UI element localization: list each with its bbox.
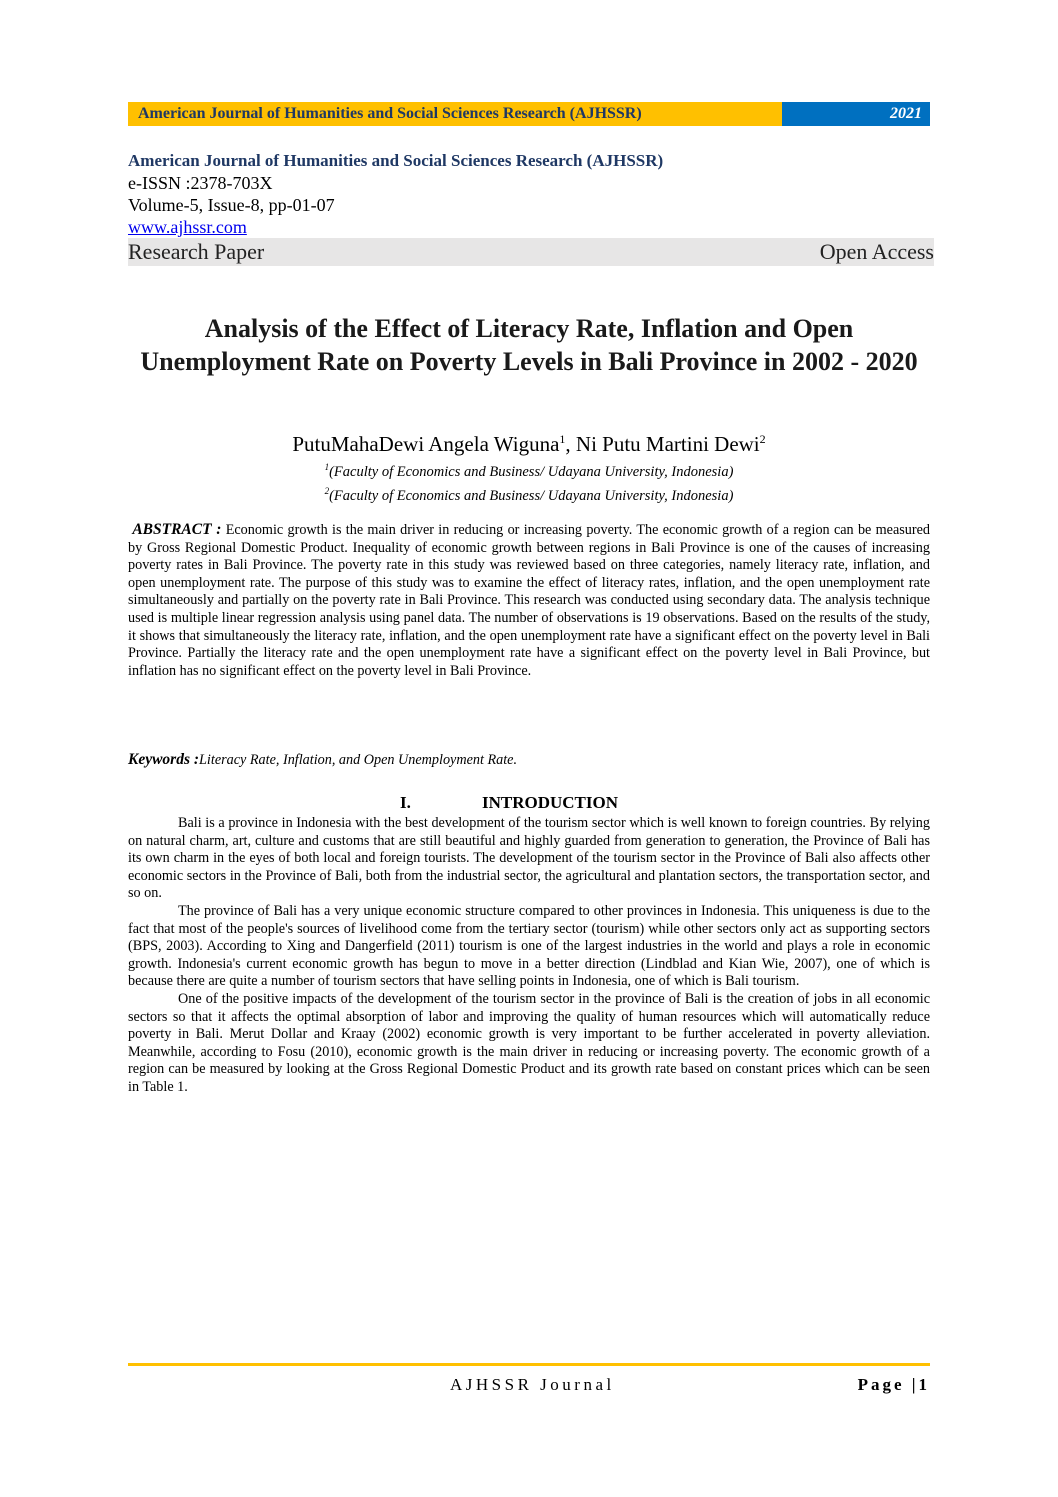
journal-issn: e-ISSN :2378-703X xyxy=(128,173,273,193)
keywords-text: Literacy Rate, Inflation, and Open Unemployment Rate. xyxy=(199,752,518,768)
journal-website-link[interactable]: www.ajhssr.com xyxy=(128,217,247,237)
paper-title: Analysis of the Effect of Literacy Rate, Inflation and Open Unemployment Rate on Poverty Levels in Bali Province in 2002 - 2020 xyxy=(140,314,918,376)
abstract-label: ABSTRACT : xyxy=(132,521,222,538)
affiliation-mark: 2 xyxy=(324,485,330,496)
section-title: INTRODUCTION xyxy=(482,793,619,812)
affiliation-line xyxy=(128,482,930,506)
paragraph: The province of Bali has a very unique economic structure compared to other provinces in Indonesia. This uniqueness is due to the fact that most of the people's sources of livelihood come from the tertiary sector (tourism) while other sectors only act as supporting sectors (BPS, 2003). According to Xing and Dangerfield (2011) tourism is one of the largest industries in the world and plays a role in economic growth. Indonesia's current economic growth has begun to move in a better direction (Lindblad and Kian Wie, 2007), one of which is because there are quite a number of tourism sectors that have selling points in Indonesia, one of which is Bali tourism. xyxy=(128,902,930,990)
paragraph: Bali is a province in Indonesia with the best development of the tourism sector which is well known to foreign countries. By relying on natural charm, art, culture and customs that are still beautiful and highly guarded from generation to generation, the Province of Bali has its own charm in the eyes of both local and foreign tourists. The development of the tourism sector in the Province of Bali also affects other economic sectors in the Province of Bali, both from the industrial sector, the agricultural and plantation sectors, the transportation sector, and so on. xyxy=(128,815,930,902)
paper-type-bar xyxy=(128,238,934,266)
affiliation-mark: 1 xyxy=(324,462,330,472)
introduction-body xyxy=(128,815,930,1097)
running-header xyxy=(128,102,930,126)
affiliation-line xyxy=(128,458,930,482)
keywords-label: Keywords : xyxy=(128,751,200,768)
footer-journal: AJHSSR Journal xyxy=(450,1375,615,1394)
journal-info xyxy=(128,150,934,266)
affiliation-text: (Faculty of Economics and Business/ Udayana University, Indonesia) xyxy=(329,487,734,504)
journal-volume: Volume-5, Issue-8, pp-01-07 xyxy=(128,195,335,215)
journal-name: American Journal of Humanities and Social Sciences Research (AJHSSR) xyxy=(128,151,664,170)
footer-rule xyxy=(128,1363,930,1366)
affiliation-text: (Faculty of Economics and Business/ Udayana University, Indonesia) xyxy=(329,463,734,480)
keywords xyxy=(128,751,930,769)
abstract xyxy=(128,521,930,680)
page-footer xyxy=(128,1373,930,1397)
author-name: Ni Putu Martini Dewi xyxy=(575,432,760,456)
running-header-year: 2021 xyxy=(782,102,930,126)
running-header-journal: American Journal of Humanities and Social Sciences Research (AJHSSR) xyxy=(128,102,782,126)
author-separator: , xyxy=(565,432,576,456)
author-affiliation-mark: 1 xyxy=(559,432,566,446)
paper-type: Research Paper xyxy=(128,239,265,264)
author-name: PutuMahaDewi Angela Wiguna xyxy=(292,432,560,456)
paragraph: One of the positive impacts of the development of the tourism sector in the province of Bali is the creation of jobs in all economic sectors so that it affects the optimal absorption of labor and improving the quality of human resources which will automatically reduce poverty in Bali. Merut Dollar and Kraay (2002) economic growth is very important to be further accelerated in poverty alleviation. Meanwhile, according to Fosu (2010), economic growth is the main driver in reducing or increasing poverty. The economic growth of a region can be measured by looking at the Gross Regional Domestic Product and its growth rate based on constant prices which can be seen in Table 1. xyxy=(128,990,930,1095)
authors xyxy=(128,426,930,457)
section-number: I. xyxy=(400,793,411,812)
footer-page-number: Page |1 xyxy=(857,1375,930,1394)
access-type: Open Access xyxy=(819,239,934,264)
abstract-text: Economic growth is the main driver in reducing or increasing poverty. The economic growth of a region can be measured by Gross Regional Domestic Product. Inequality of economic growth between regions in Bali Province is one of the causes of increasing poverty rates in Bali Province. The poverty rate in this study was reviewed based on three categories, namely literacy rate, inflation, and open unemployment rate. The purpose of this study was to examine the effect of literacy rates, inflation, and the open unemployment rate simultaneously and partially on the poverty rate in Bali Province. This research was conducted using secondary data. The analysis technique used is multiple linear regression analysis using panel data. The number of observations is 19 observations. Based on the results of the study, it shows that simultaneously the literacy rate, inflation, and the open unemployment rate have a significant effect on the poverty level in Bali Province. Partially the literacy rate and the open unemployment rate have a significant effect on the poverty level in Bali Province, but inflation has no significant effect on the poverty level in Bali Province. xyxy=(128,522,931,679)
affiliations xyxy=(128,458,930,506)
author-affiliation-mark: 2 xyxy=(759,432,766,446)
